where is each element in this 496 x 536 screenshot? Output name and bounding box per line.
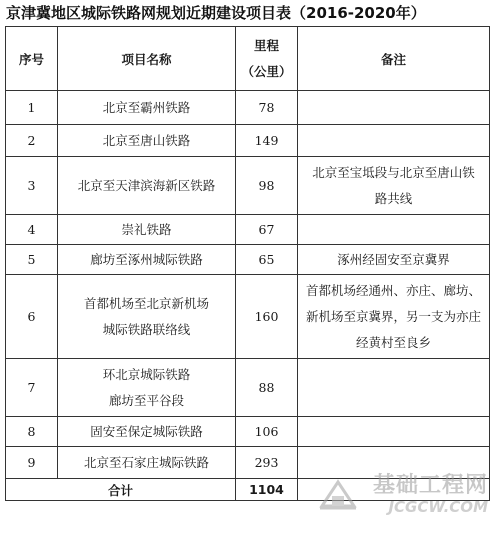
header-no: 序号 bbox=[6, 27, 58, 91]
project-mileage: 78 bbox=[236, 91, 298, 125]
project-remark bbox=[298, 275, 490, 359]
table-row bbox=[6, 125, 490, 157]
project-remark-line: 经黄村至良乡 bbox=[355, 334, 431, 350]
project-name bbox=[58, 359, 236, 417]
project-remark bbox=[298, 157, 490, 215]
total-remark bbox=[298, 479, 490, 501]
project-name bbox=[58, 215, 236, 245]
project-remark bbox=[298, 215, 490, 245]
project-name-line: 北京至天津滨海新区铁路 bbox=[77, 177, 216, 193]
table-row bbox=[6, 245, 490, 275]
total-label: 合计 bbox=[6, 479, 236, 501]
table-row bbox=[6, 417, 490, 447]
project-remark bbox=[298, 245, 490, 275]
project-table bbox=[5, 26, 490, 501]
project-name-line: 城际铁路联络线 bbox=[102, 321, 191, 337]
table-row bbox=[6, 447, 490, 479]
project-remark-line: 首都机场经通州、亦庄、廊坊、 bbox=[305, 282, 481, 298]
project-mileage: 106 bbox=[236, 417, 298, 447]
project-mileage: 67 bbox=[236, 215, 298, 245]
project-remark-line: 北京至宝坻段与北京至唐山铁 bbox=[312, 164, 475, 180]
row-number: 8 bbox=[6, 417, 58, 447]
project-remark-line: 新机场至京冀界，另一支为亦庄 bbox=[305, 308, 481, 324]
project-mileage: 160 bbox=[236, 275, 298, 359]
table-row bbox=[6, 359, 490, 417]
project-name bbox=[58, 91, 236, 125]
project-remark bbox=[298, 359, 490, 417]
project-remark-line: 路共线 bbox=[374, 190, 413, 206]
project-name-line: 北京至石家庄城际铁路 bbox=[83, 454, 209, 470]
project-mileage: 98 bbox=[236, 157, 298, 215]
watermark-main-text: 基础工程网 bbox=[372, 473, 488, 498]
project-name bbox=[58, 157, 236, 215]
table-row bbox=[6, 215, 490, 245]
project-remark bbox=[298, 417, 490, 447]
project-name-line: 北京至霸州铁路 bbox=[102, 99, 191, 115]
project-name-line: 环北京城际铁路 bbox=[102, 366, 191, 382]
watermark-sub-text: JCGCW.COM bbox=[388, 498, 488, 516]
row-number: 5 bbox=[6, 245, 58, 275]
project-name-line: 北京至唐山铁路 bbox=[102, 132, 191, 148]
project-name-line: 崇礼铁路 bbox=[121, 221, 172, 237]
project-name-line: 廊坊至涿州城际铁路 bbox=[90, 251, 203, 267]
header-mileage-line1: 里程 bbox=[253, 37, 279, 53]
project-name bbox=[58, 417, 236, 447]
table-row bbox=[6, 157, 490, 215]
project-name-line: 廊坊至平谷段 bbox=[108, 392, 184, 408]
project-name bbox=[58, 447, 236, 479]
document-title: 京津冀地区城际铁路网规划近期建设项目表（2016-2020年） bbox=[6, 4, 426, 22]
table-row bbox=[6, 275, 490, 359]
project-mileage: 88 bbox=[236, 359, 298, 417]
project-remark bbox=[298, 447, 490, 479]
row-number: 2 bbox=[6, 125, 58, 157]
project-name-line: 首都机场至北京新机场 bbox=[83, 295, 209, 311]
header-mileage bbox=[236, 27, 298, 91]
project-remark-line: 涿州经固安至京冀界 bbox=[337, 251, 450, 267]
row-number: 7 bbox=[6, 359, 58, 417]
row-number: 6 bbox=[6, 275, 58, 359]
row-number: 4 bbox=[6, 215, 58, 245]
total-row bbox=[6, 479, 490, 501]
total-mileage: 1104 bbox=[236, 479, 298, 501]
project-name bbox=[58, 275, 236, 359]
project-mileage: 293 bbox=[236, 447, 298, 479]
header-name: 项目名称 bbox=[58, 27, 236, 91]
project-name bbox=[58, 125, 236, 157]
header-mileage-line2: （公里） bbox=[241, 63, 292, 79]
row-number: 3 bbox=[6, 157, 58, 215]
project-mileage: 65 bbox=[236, 245, 298, 275]
project-remark bbox=[298, 125, 490, 157]
header-remark: 备注 bbox=[298, 27, 490, 91]
project-name-line: 固安至保定城际铁路 bbox=[90, 423, 203, 439]
header-row bbox=[6, 27, 490, 91]
project-remark bbox=[298, 91, 490, 125]
table-row bbox=[6, 91, 490, 125]
row-number: 9 bbox=[6, 447, 58, 479]
project-mileage: 149 bbox=[236, 125, 298, 157]
project-name bbox=[58, 245, 236, 275]
row-number: 1 bbox=[6, 91, 58, 125]
